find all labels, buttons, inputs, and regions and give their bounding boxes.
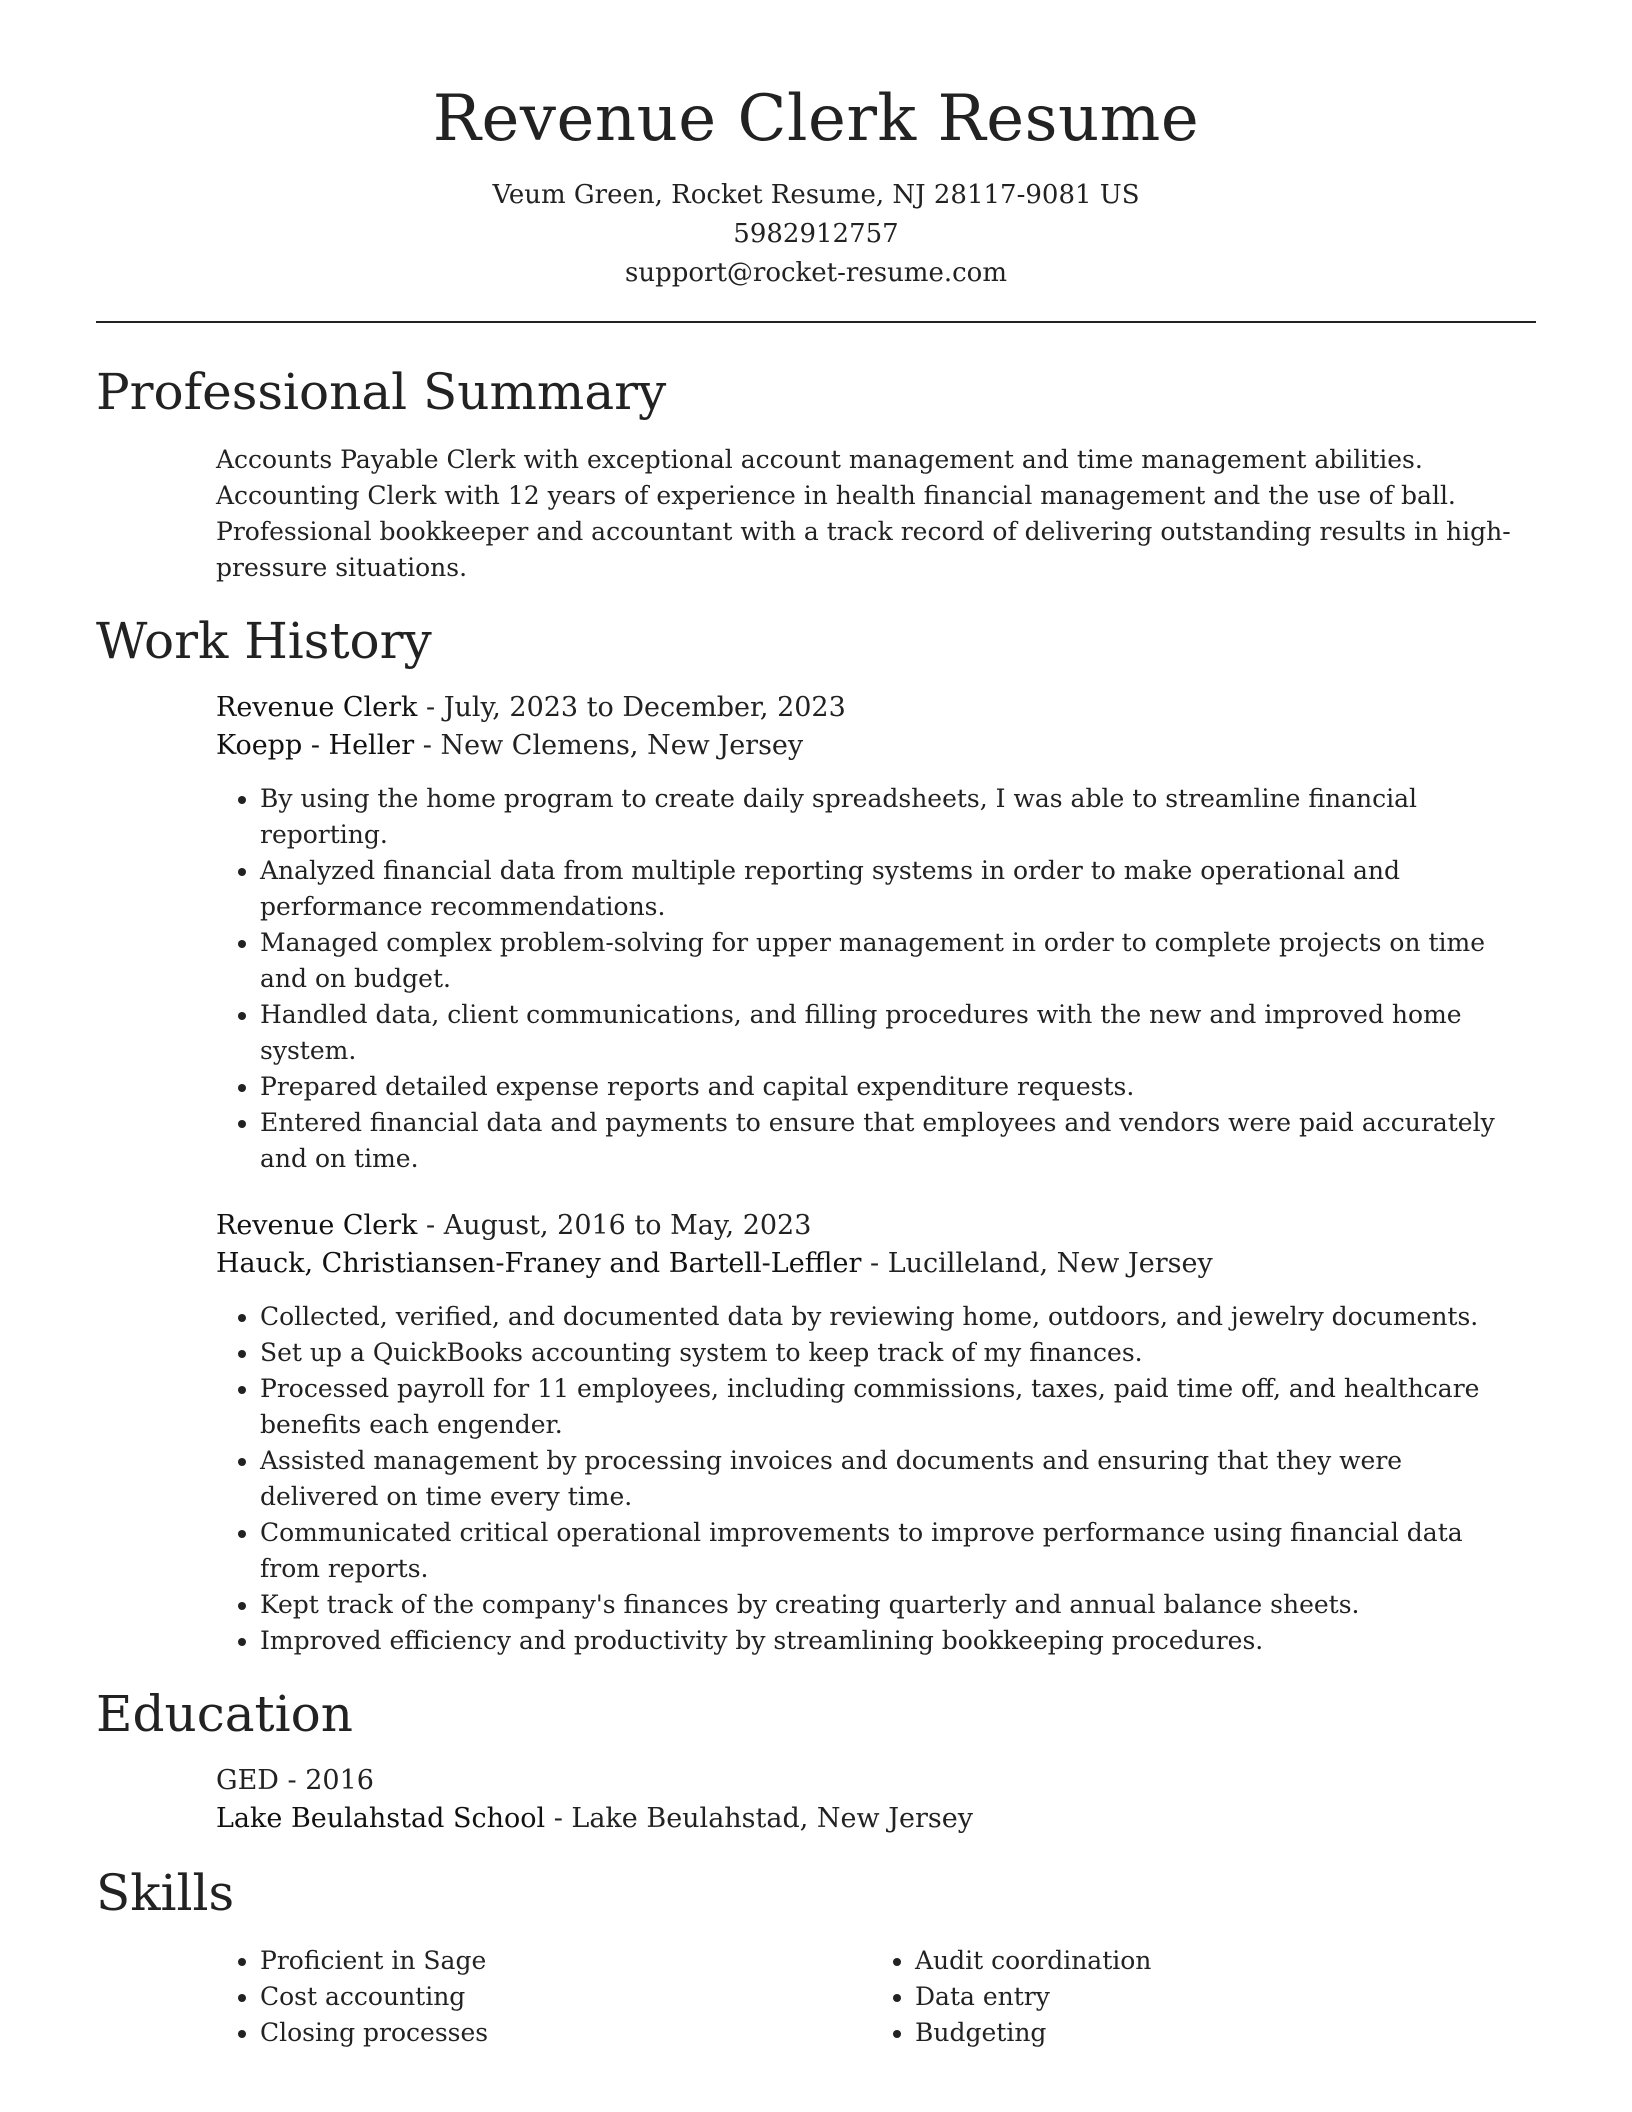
- work-history-section: [96, 614, 1536, 1659]
- job-title-line: [216, 1207, 1526, 1245]
- school-line: [216, 1800, 1526, 1838]
- section-heading-skills: Skills: [96, 1864, 235, 1923]
- contact-address: Veum Green, Rocket Resume, NJ 28117-9081 US: [492, 180, 1140, 211]
- education-section: [96, 1687, 1536, 1838]
- job-entry: [216, 1207, 1526, 1659]
- list-item: • Handled data, client communications, and filling procedures with the new and improved home system.: [260, 997, 1526, 1069]
- list-item: • Improved efficiency and productivity by streamlining bookkeeping procedures.: [260, 1623, 1526, 1659]
- header-divider: [96, 321, 1536, 323]
- contact-info: [96, 176, 1536, 293]
- section-heading-summary: Professional Summary: [96, 363, 667, 422]
- job-dates: - July, 2023 to December, 2023: [417, 692, 846, 724]
- list-item: • Analyzed financial data from multiple reporting systems in order to make operational and performance recommendations.: [260, 853, 1526, 925]
- skill-item: • Audit coordination: [915, 1943, 1526, 1979]
- skill-item: • Proficient in Sage: [260, 1943, 871, 1979]
- skill-item: • Cost accounting: [260, 1979, 871, 2015]
- job-duties-list: [216, 781, 1526, 1177]
- list-item: • Kept track of the company's finances by creating quarterly and annual balance sheets.: [260, 1587, 1526, 1623]
- skill-item: • Data entry: [915, 1979, 1526, 2015]
- skill-item: • Closing processes: [260, 2015, 871, 2051]
- job-company-line: [216, 727, 1526, 765]
- skill-item: • Budgeting: [915, 2015, 1526, 2051]
- job-entry: [216, 689, 1526, 1177]
- list-item: • Processed payroll for 11 employees, including commissions, taxes, paid time off, and healthcare benefits each engender.: [260, 1371, 1526, 1443]
- list-item: • Collected, verified, and documented data by reviewing home, outdoors, and jewelry documents.: [260, 1299, 1526, 1335]
- job-location: - New Clemens, New Jersey: [414, 730, 804, 762]
- education-entry: [216, 1762, 1526, 1838]
- summary-text: Accounts Payable Clerk with exceptional account management and time management abilities. Accounting Clerk with 12 years of experience in health financial management and the use of ball. Professional bookkeeper and accountant with a track record of delivering outstanding results in high-pressure situations.: [216, 445, 1511, 583]
- skills-list-left: [216, 1943, 871, 2051]
- skills-columns: [216, 1943, 1526, 2051]
- job-title-line: [216, 689, 1526, 727]
- list-item: • By using the home program to create daily spreadsheets, I was able to streamline financial reporting.: [260, 781, 1526, 853]
- job-company-line: [216, 1245, 1526, 1283]
- section-heading-work-history: Work History: [96, 612, 432, 671]
- contact-email: support@rocket-resume.com: [624, 258, 1007, 289]
- degree: GED: [216, 1765, 279, 1797]
- list-item: • Entered financial data and payments to ensure that employees and vendors were paid accurately and on time.: [260, 1105, 1526, 1177]
- section-heading-education: Education: [96, 1685, 353, 1744]
- degree-year: - 2016: [278, 1765, 374, 1797]
- job-company: Koepp - Heller: [216, 730, 415, 762]
- school-location: - Lake Beulahstad, New Jersey: [545, 1803, 974, 1835]
- resume-page: [96, 0, 1536, 2051]
- list-item: • Prepared detailed expense reports and capital expenditure requests.: [260, 1069, 1526, 1105]
- resume-header: [96, 0, 1536, 323]
- resume-title: Revenue Clerk Resume: [432, 82, 1200, 156]
- list-item: • Assisted management by processing invoices and documents and ensuring that they were delivered on time every time.: [260, 1443, 1526, 1515]
- professional-summary-section: [96, 365, 1536, 586]
- school-name: Lake Beulahstad School: [216, 1803, 546, 1835]
- skills-section: [96, 1866, 1536, 2051]
- list-item: • Set up a QuickBooks accounting system to keep track of my finances.: [260, 1335, 1526, 1371]
- skills-list-right: [871, 1943, 1526, 2051]
- job-location: - Lucilleland, New Jersey: [861, 1248, 1213, 1280]
- degree-line: [216, 1762, 1526, 1800]
- job-dates: - August, 2016 to May, 2023: [417, 1210, 812, 1242]
- job-title: Revenue Clerk: [216, 1210, 418, 1242]
- job-duties-list: [216, 1299, 1526, 1659]
- list-item: • Communicated critical operational improvements to improve performance using financial data from reports.: [260, 1515, 1526, 1587]
- job-title: Revenue Clerk: [216, 692, 418, 724]
- list-item: • Managed complex problem-solving for upper management in order to complete projects on time and on budget.: [260, 925, 1526, 997]
- job-company: Hauck, Christiansen-Franey and Bartell-Leffler: [216, 1248, 862, 1280]
- contact-phone: 5982912757: [733, 219, 899, 250]
